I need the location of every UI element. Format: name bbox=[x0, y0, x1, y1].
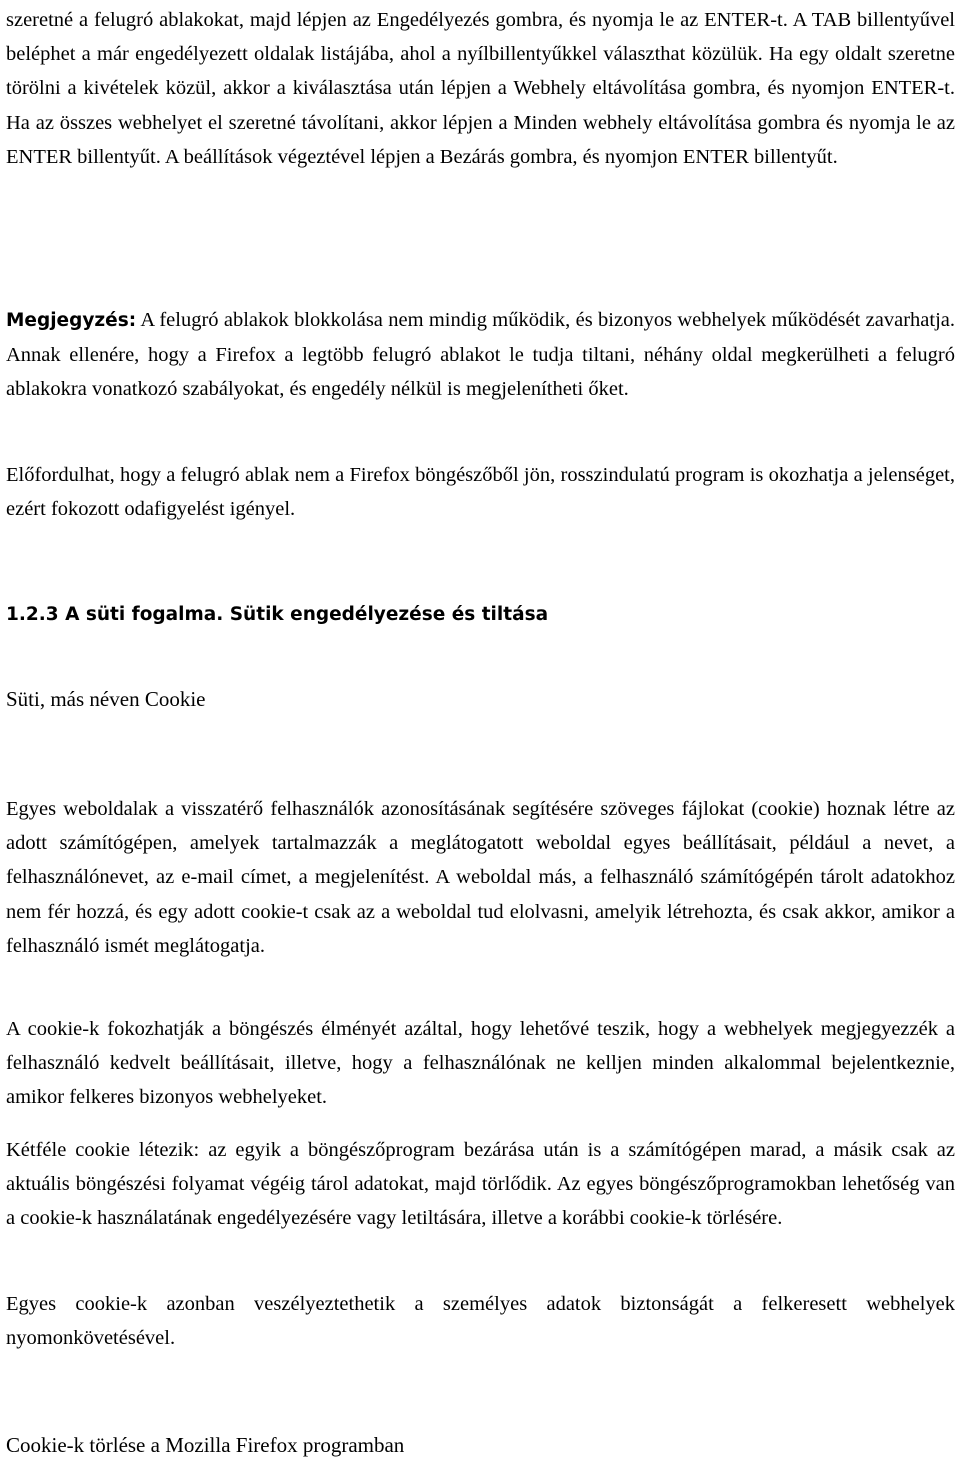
note-label: Megjegyzés: bbox=[6, 310, 137, 331]
paragraph-note bbox=[6, 303, 955, 407]
paragraph-cookie-types: Kétféle cookie létezik: az egyik a böngészőprogram bezárása után is a számítógépen marad, a másik csak az aktuális böngészési folyamat végéig tárol adatokat, majd törlődik. Az egyes böngészőprogramokban lehetőség van a cookie-k használatának engedélyezésére vagy letiltására, illetve a korábbi cookie-k törlésére. bbox=[6, 1139, 955, 1230]
subheading-cookie: Süti, más néven Cookie bbox=[6, 687, 206, 711]
note-text: A felugró ablakok blokkolása nem mindig működik, és bizonyos webhelyek működését zavarhatja. Annak ellenére, hogy a Firefox a legtöbb felugró ablakot le tudja tiltani, néhány oldal megkerülheti a felugró ablakokra vonatkozó szabályokat, és engedély nélkül is megjelenítheti őket. bbox=[6, 309, 955, 401]
paragraph-popup-source: Előfordulhat, hogy a felugró ablak nem a Firefox böngészőből jön, rosszindulatú program is okozhatja a jelenséget, ezért fokozott odafigyelést igényel. bbox=[6, 464, 955, 521]
paragraph-cookie-risk: Egyes cookie-k azonban veszélyeztethetik a személyes adatok biztonságát a felkeresett webhelyek nyomonkövetésével. bbox=[6, 1293, 955, 1350]
section-heading: 1.2.3 A süti fogalma. Sütik engedélyezése és tiltása bbox=[6, 604, 549, 625]
paragraph-cookie-benefits: A cookie-k fokozhatják a böngészés élményét azáltal, hogy lehetővé teszik, hogy a webhelyek megjegyezzék a felhasználó kedvelt beállításait, illetve, hogy a felhasználónak ne kelljen minden alkalommal bejelentkeznie, amikor felkeres bizonyos webhelyeket. bbox=[6, 1018, 955, 1109]
footer-heading: Cookie-k törlése a Mozilla Firefox programban bbox=[6, 1433, 405, 1457]
paragraph-cookie-definition: Egyes weboldalak a visszatérő felhasználók azonosításának segítésére szöveges fájlokat (cookie) hoznak létre az adott számítógépen, amelyek tartalmazzák a meglátogatott weboldal egyes beállításait, például a nevet, a felhasználónevet, az e-mail címet, a megjelenítést. A weboldal más, a felhasználó számítógépén tárolt adatokhoz nem fér hozzá, és egy adott cookie-t csak az a weboldal tud elolvasni, amelyik létrehozta, és csak akkor, amikor a felhasználó ismét meglátogatja. bbox=[6, 798, 955, 957]
paragraph-popup-exceptions: szeretné a felugró ablakokat, majd lépjen az Engedélyezés gombra, és nyomja le az ENTER-t. A TAB billentyűvel beléphet a már engedélyezett oldalak listájába, ahol a nyílbillentyűkkel választhat közülük. Ha egy oldalt szeretne törölni a kivételek közül, akkor a kiválasztása után lépjen a Webhely eltávolítása gombra, és nyomjon ENTER-t. Ha az összes webhelyet el szeretné távolítani, akkor lépjen a Minden webhely eltávolítása gombra és nyomja le az ENTER billentyűt. A beállítások végeztével lépjen a Bezárás gombra, és nyomjon ENTER billentyűt. bbox=[6, 9, 955, 168]
